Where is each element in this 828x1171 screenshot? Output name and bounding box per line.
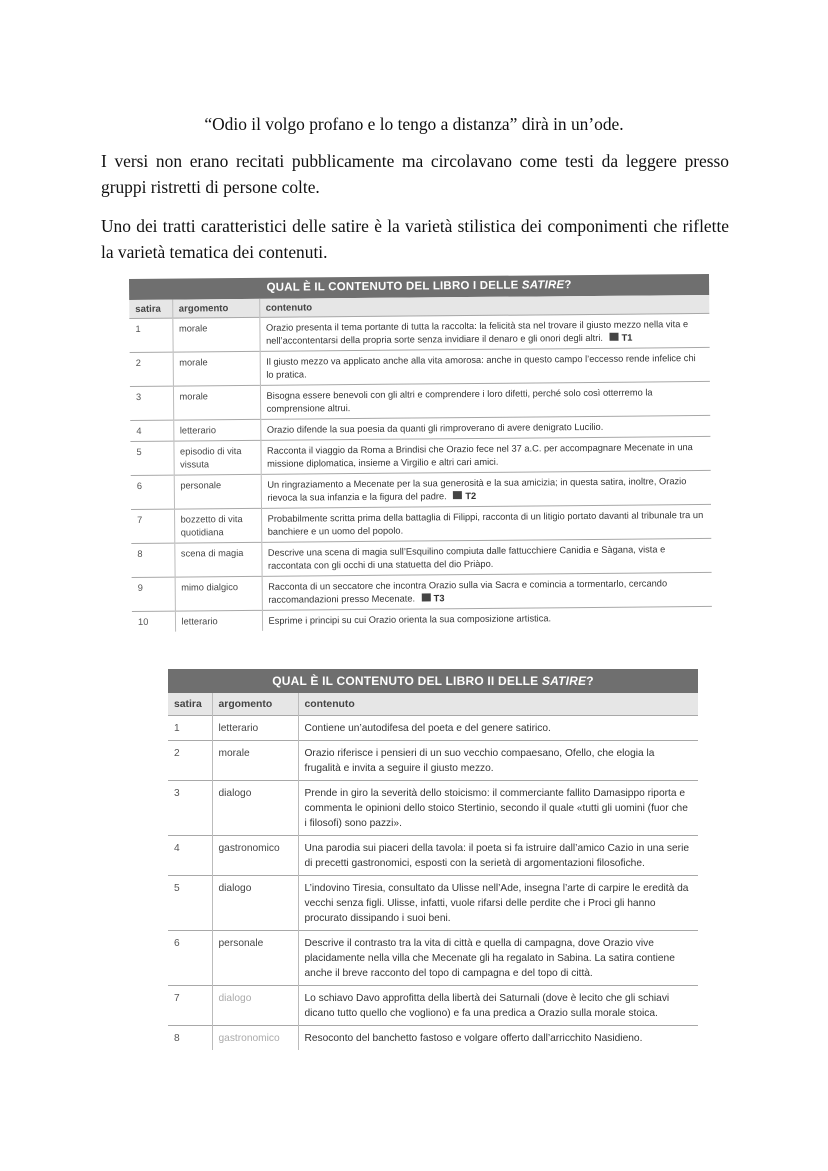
contenuto-text: Resoconto del banchetto fastoso e volgare offerto dall’arricchito Nasidieno. xyxy=(304,1033,643,1044)
argomento-cell: mimo dialgico xyxy=(175,576,262,611)
table-row xyxy=(132,572,712,611)
header-satira: satira xyxy=(129,300,172,319)
contenuto-text: Orazio difende la sua poesia da quanti gli rimproverano di avere denigrato Lucilio. xyxy=(266,421,604,435)
table-row xyxy=(130,381,710,420)
table-row xyxy=(130,436,710,475)
paragraph-variety: Uno dei tratti caratteristici delle satire è la varietà stilistica dei componimenti che riflette la varietà tematica dei contenuti. xyxy=(101,216,729,262)
satira-number: 3 xyxy=(168,781,212,836)
contenuto-text: Il giusto mezzo va applicato anche alla vita amorosa: anche in questo campo l’eccesso rende infelice chi lo pratica. xyxy=(266,353,696,380)
contenuto-cell xyxy=(262,572,712,610)
contenuto-cell xyxy=(259,313,709,351)
contenuto-cell xyxy=(260,381,710,419)
reference-icon xyxy=(453,491,462,499)
contenuto-cell xyxy=(261,504,711,542)
reference-label: T3 xyxy=(433,593,445,604)
satira-number: 10 xyxy=(132,611,175,632)
reference-label: T1 xyxy=(621,332,633,343)
argomento-cell: scena di magia xyxy=(174,542,261,577)
contenuto-text: Bisogna essere benevoli con gli altri e comprendere i loro difetti, perché solo così otterremo la comprensione altrui. xyxy=(266,387,653,414)
contenuto-cell xyxy=(262,606,712,630)
satira-number: 5 xyxy=(168,876,212,931)
table-row xyxy=(168,781,698,836)
header-satira: satira xyxy=(168,693,212,716)
contenuto-cell xyxy=(261,470,711,508)
satira-number: 9 xyxy=(132,577,175,611)
contenuto-text: Un ringraziamento a Mecenate per la sua generosità e la sua amicizia; in questa satira, inoltre, Orazio rievoca la sua infanzia e la figura del padre. xyxy=(267,476,687,503)
argomento-cell: morale xyxy=(173,385,260,420)
satira-number: 2 xyxy=(168,741,212,781)
satira-number: 7 xyxy=(131,509,174,543)
contenuto-text: Descrive il contrasto tra la vita di città e quella di campagna, dove Orazio vive placidamente nella villa che Mecenate gli ha regalato in Sabina. La satira contiene anche il breve racconto del topo di campagna e del topo di città. xyxy=(304,938,675,979)
contenuto-cell xyxy=(298,986,698,1026)
contenuto-cell xyxy=(260,436,710,474)
argomento-cell: gastronomico xyxy=(212,1026,298,1051)
argomento-cell: letterario xyxy=(212,716,298,741)
contenuto-cell xyxy=(260,347,710,385)
table-row xyxy=(130,347,710,386)
table-row xyxy=(132,606,712,632)
contenuto-text: Contiene un’autodifesa del poeta e del genere satirico. xyxy=(304,723,551,734)
table-row xyxy=(168,741,698,781)
table-row xyxy=(168,986,698,1026)
table-row xyxy=(168,876,698,931)
argomento-cell: dialogo xyxy=(212,986,298,1026)
contenuto-cell xyxy=(298,836,698,876)
contenuto-cell xyxy=(298,876,698,931)
reference-icon xyxy=(610,333,619,341)
satira-number: 2 xyxy=(130,352,173,386)
argomento-cell: personale xyxy=(212,931,298,986)
contenuto-text: Racconta di un seccatore che incontra Orazio sulla via Sacra e comincia a tormentarlo, cercando raccomandazioni presso Mecenate. xyxy=(268,578,668,605)
reference-label: T2 xyxy=(465,490,477,502)
table-book-2 xyxy=(168,669,698,1050)
satira-number: 7 xyxy=(168,986,212,1026)
satira-number: 4 xyxy=(130,420,173,441)
table-book-2-title: QUAL È IL CONTENUTO DEL LIBRO II DELLE SATIRE? xyxy=(168,669,698,693)
satira-number: 1 xyxy=(168,716,212,741)
contenuto-text: Orazio presenta il tema portante di tutta la raccolta: la felicità sta nel trovare il giusto mezzo nella vita e nell’accontentarsi della propria sorte senza invidiare il denaro e gli onori degli altri. xyxy=(265,319,689,346)
table-row xyxy=(168,716,698,741)
table-row xyxy=(131,538,711,577)
header-argomento: argomento xyxy=(172,299,259,318)
argomento-cell: gastronomico xyxy=(212,836,298,876)
table-book-1-title: QUAL È IL CONTENUTO DEL LIBRO I DELLE SATIRE? xyxy=(129,274,709,300)
text-reference[interactable] xyxy=(453,491,476,501)
argomento-cell: morale xyxy=(172,317,259,352)
header-argomento: argomento xyxy=(212,693,298,716)
argomento-cell: letterario xyxy=(173,419,260,441)
header-contenuto: contenuto xyxy=(298,693,698,716)
argomento-cell: dialogo xyxy=(212,781,298,836)
satira-number: 3 xyxy=(130,386,173,420)
satira-number: 8 xyxy=(131,543,174,577)
table-row xyxy=(168,1026,698,1051)
table-row xyxy=(131,504,711,543)
contenuto-text: Prende in giro la severità dello stoicismo: il commerciante fallito Damasippo riporta e commenta le opinioni dello stoico Stertinio, secondo il quale «tutti gli uomini (fuor che i filosofi) sono pazzi». xyxy=(304,788,688,829)
contenuto-cell xyxy=(298,781,698,836)
table-row xyxy=(168,931,698,986)
argomento-cell: dialogo xyxy=(212,876,298,931)
argomento-cell: bozzetto di vita quotidiana xyxy=(174,508,261,543)
argomento-cell: letterario xyxy=(175,610,262,631)
contenuto-cell xyxy=(298,741,698,781)
argomento-cell: morale xyxy=(212,741,298,781)
table-row xyxy=(168,836,698,876)
contenuto-text: Esprime i principi su cui Orazio orienta la sua composizione artistica. xyxy=(268,613,552,626)
text-reference[interactable] xyxy=(422,593,445,603)
quote-line: “Odio il volgo profano e lo tengo a distanza” dirà in un’ode. xyxy=(204,114,624,134)
table-row xyxy=(129,313,709,352)
paragraph-circulation: I versi non erano recitati pubblicamente ma circolavano come testi da leggere presso gruppi ristretti di persone colte. xyxy=(101,151,729,197)
satira-number: 6 xyxy=(168,931,212,986)
argomento-cell: personale xyxy=(174,474,261,509)
contenuto-text: L’indovino Tiresia, consultato da Ulisse nell’Ade, insegna l’arte di carpire le eredità da vecchi senza figli. Ulisse, infatti, vuole rifarsi delle perdite che i Proci gli hanno procurato dissipando i suoi beni. xyxy=(304,883,689,924)
satira-number: 5 xyxy=(130,441,173,475)
contenuto-cell xyxy=(261,538,711,576)
satira-number: 4 xyxy=(168,836,212,876)
contenuto-text: Descrive una scena di magia sull’Esquilino compiuta dalle fattucchiere Canidia e Sàgana, vista e raccontata con gli occhi di una statuetta del dio Priàpo. xyxy=(267,544,666,571)
contenuto-text: Una parodia sui piaceri della tavola: il poeta si fa istruire dall’amico Cazio in una serie di precetti gastronomici, esposti con la serietà di argomentazioni filosofiche. xyxy=(304,843,689,869)
header-contenuto: contenuto xyxy=(259,295,709,317)
contenuto-cell xyxy=(298,1026,698,1051)
satira-number: 1 xyxy=(129,318,172,352)
satira-number: 6 xyxy=(131,475,174,509)
argomento-cell: episodio di vita vissuta xyxy=(173,440,260,475)
contenuto-text: Racconta il viaggio da Roma a Brindisi che Orazio fece nel 37 a.C. per accompagnare Mecenate in una missione diplomatica, insieme a Virgilio e altri cari amici. xyxy=(266,442,693,469)
contenuto-text: Orazio riferisce i pensieri di un suo vecchio compaesano, Ofello, che elogia la frugalità e invita a seguire il giusto mezzo. xyxy=(304,748,655,774)
contenuto-text: Probabilmente scritta prima della battaglia di Filippi, racconta di un litigio portato davanti al tribunale tra un banchiere e un uomo del popolo. xyxy=(267,509,704,537)
table-row xyxy=(131,470,711,509)
argomento-cell: morale xyxy=(173,351,260,386)
contenuto-cell xyxy=(298,931,698,986)
table-book-1 xyxy=(129,274,712,632)
satira-number: 8 xyxy=(168,1026,212,1051)
reference-icon xyxy=(422,593,431,601)
text-reference[interactable] xyxy=(610,333,633,343)
contenuto-text: Lo schiavo Davo approfitta della libertà dei Saturnali (dove è lecito che gli schiavi dicano tutto quello che vogliono) e fa una predica a Orazio sulla morale stoica. xyxy=(304,993,670,1019)
contenuto-cell xyxy=(298,716,698,741)
